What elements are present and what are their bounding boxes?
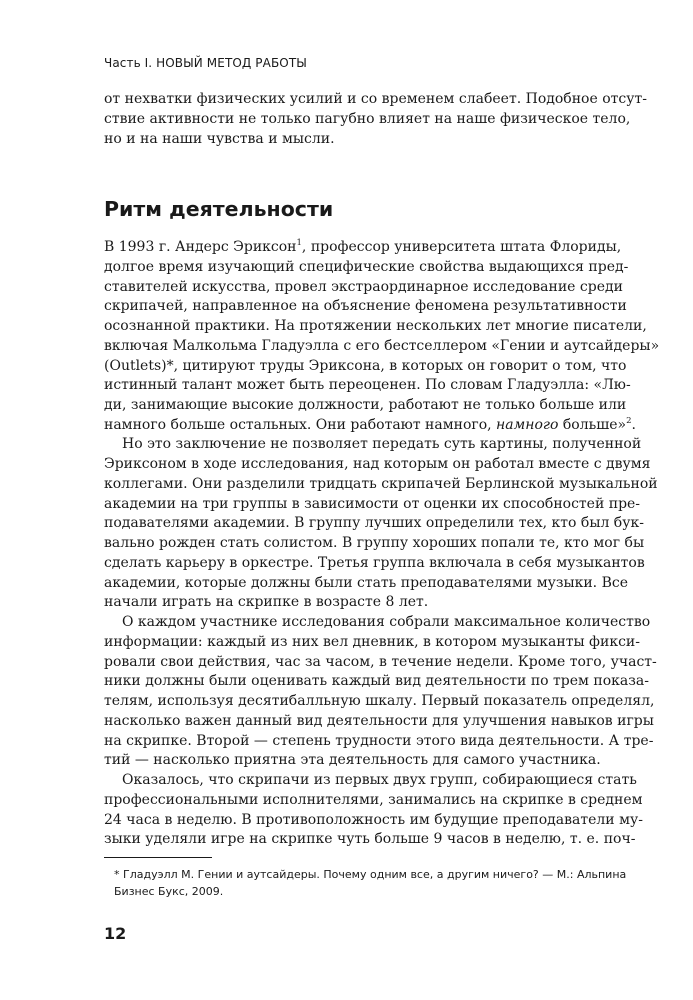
- text-line: начали играть на скрипке в возрасте 8 лет.: [104, 594, 429, 611]
- text-line: намного больше остальных. Они работают намного, намного больше»$^2$.: [104, 415, 636, 433]
- text-line: вально рожден стать солистом. В группу хороших попали те, кто мог бы: [104, 535, 645, 552]
- text-line: информации: каждый из них вел дневник, в котором музыканты фикси-: [104, 633, 640, 650]
- text-line: зыки уделяли игре на скрипке чуть больше 9 часов в неделю, т. е. поч-: [104, 831, 636, 848]
- footnote-line: Бизнес Букс, 2009.: [114, 885, 224, 898]
- text-line: осознанной практики. На протяжении нескольких лет многие писатели,: [104, 318, 647, 334]
- running-head: Часть I. НОВЫЙ МЕТОД РАБОТЫ: [104, 56, 307, 70]
- text-line: долгое время изучающий специфические свойства выдающихся пред-: [104, 258, 629, 275]
- page-number: 12: [104, 924, 127, 943]
- text-line: истинный талант может быть переоценен. По словам Гладуэлла: «Лю-: [104, 377, 631, 394]
- text-line: телям, используя десятибалльную шкалу. Первый показатель определял,: [104, 693, 655, 710]
- text-line: 24 часа в неделю. В противоположность им будущие преподаватели му-: [104, 811, 643, 828]
- text-line: от нехватки физических усилий и со временем слабеет. Подобное отсут-: [104, 91, 647, 107]
- text-line: ствие активности не только пагубно влияет на наше физическое тело,: [104, 110, 631, 127]
- text-line: ди, занимающие высокие должности, работают не только больше или: [104, 396, 627, 413]
- section-heading: Ритм деятельности: [104, 197, 334, 221]
- text-line: включая Малкольма Гладуэлла с его бестселлером «Гении и аутсайдеры»: [104, 337, 660, 354]
- footnote-ref[interactable]: 1: [296, 238, 302, 248]
- footnote-ref[interactable]: 2: [626, 415, 632, 426]
- text-line: В 1993 г. Андерс Эриксон$^1$, профессор университета штата Флориды,: [104, 238, 622, 255]
- text-line: тий — насколько приятна эта деятельность для самого участника.: [104, 752, 601, 769]
- text-line: Эриксоном в ходе исследования, над которым он работал вместе с двумя: [104, 456, 651, 473]
- text-line: Но это заключение не позволяет передать суть картины, полученной: [122, 436, 642, 453]
- footnote-line: * Гладуэлл М. Гении и аутсайдеры. Почему одним все, а другим ничего? — М.: Альпина: [114, 868, 627, 881]
- text-line: Оказалось, что скрипачи из первых двух групп, собирающиеся стать: [122, 772, 637, 788]
- text-line: академии, которые должны были стать преподавателями музыки. Все: [104, 574, 628, 591]
- text-line: академии на три группы в зависимости от оценки их способностей пре-: [104, 495, 641, 512]
- text-line: насколько важен данный вид деятельности для улучшения навыков игры: [104, 712, 654, 729]
- text-line: (Outlets)*, цитируют труды Эриксона, в которых он говорит о том, что: [104, 357, 627, 374]
- text-line: коллегами. Они разделили тридцать скрипачей Берлинской музыкальной: [104, 475, 658, 492]
- text-line: ники должны были оценивать каждый вид деятельности по трем показа-: [104, 673, 649, 690]
- text-line: профессиональными исполнителями, занимались на скрипке в среднем: [104, 791, 643, 808]
- text-line: на скрипке. Второй — степень трудности этого вида деятельности. А тре-: [104, 732, 654, 749]
- text-line: ровали свои действия, час за часом, в течение недели. Кроме того, участ-: [104, 653, 657, 670]
- text-line: но и на наши чувства и мысли.: [104, 130, 335, 147]
- text-line: ставителей искусства, провел экстраординарное исследование среди: [104, 278, 623, 295]
- text-line: сделать карьеру в оркестре. Третья группа включала в себя музыкантов: [104, 554, 645, 571]
- footnote-rule: [104, 857, 212, 858]
- text-line: скрипачей, направленное на объяснение феномена результативности: [104, 298, 627, 315]
- text-line: подавателями академии. В группу лучших определили тех, кто был бук-: [104, 515, 644, 532]
- text-line: О каждом участнике исследования собрали максимальное количество: [122, 614, 651, 631]
